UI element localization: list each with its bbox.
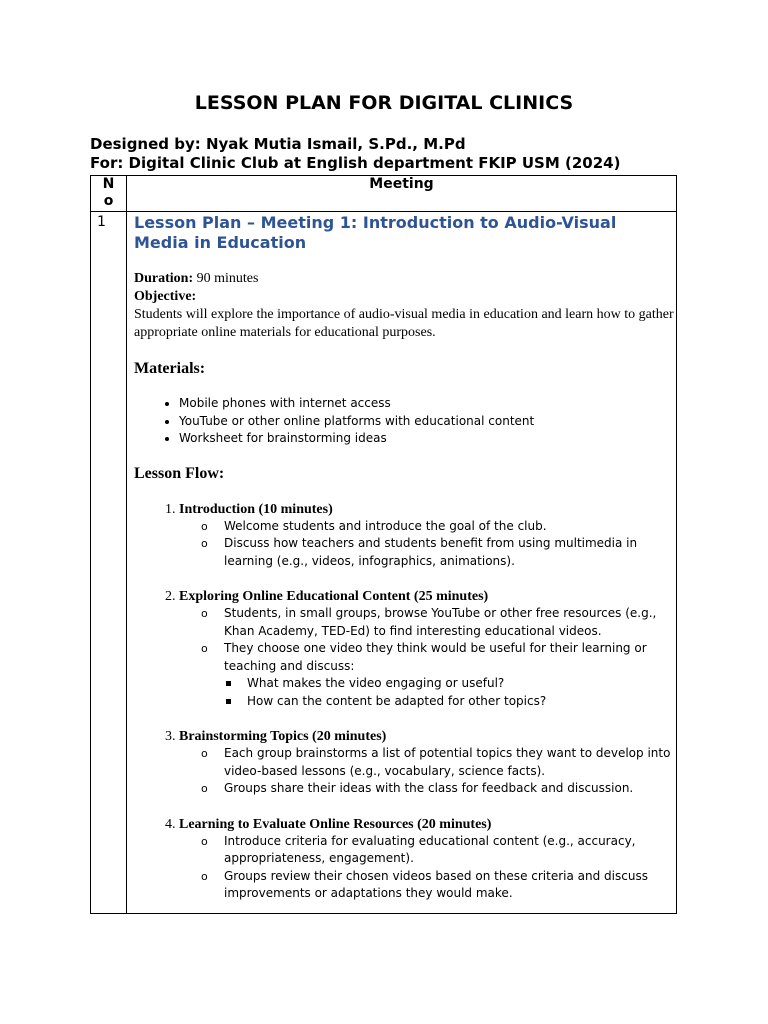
flow-step-item: o Each group brainstorms a list of potential topics they want to develop into video-based lessons (e.g., vocabulary, science facts).	[201, 745, 674, 780]
flow-step	[179, 501, 674, 571]
flow-step-items	[179, 745, 674, 798]
duration-line	[134, 270, 674, 288]
duration-value: 90 minutes	[193, 271, 259, 286]
flow-step-item: o Students, in small groups, browse YouTube or other free resources (e.g., Khan Academy, TED-Ed) to find interesting educational videos.	[201, 605, 674, 640]
lesson-flow-list	[134, 501, 674, 903]
materials-list	[134, 395, 674, 448]
flow-step-item: o Groups share their ideas with the class for feedback and discussion.	[201, 780, 674, 798]
duration-label: Duration:	[134, 271, 194, 286]
flow-step-title: Learning to Evaluate Online Resources (20 minutes)	[179, 816, 492, 832]
meeting-column-header: Meeting	[369, 176, 434, 192]
flow-step-item: o Introduce criteria for evaluating educational content (e.g., accuracy, appropriateness, engagement).	[201, 833, 674, 868]
flow-step-title: Brainstorming Topics (20 minutes)	[179, 729, 387, 744]
header-divider	[91, 211, 676, 212]
number-header-line-2: o	[103, 193, 114, 209]
flow-step-subitems	[224, 675, 674, 710]
flow-step-items	[179, 605, 674, 710]
lesson-table	[90, 175, 677, 914]
material-item: • Mobile phones with internet access	[179, 395, 674, 413]
flow-step	[179, 816, 674, 903]
flow-step	[179, 728, 674, 798]
flow-step-title: Exploring Online Educational Content (25 minutes)	[179, 589, 489, 604]
lesson-heading: Lesson Plan – Meeting 1: Introduction to Audio-Visual Media in Education	[134, 213, 617, 252]
flow-step-subitem: What makes the video engaging or useful?	[224, 675, 674, 693]
flow-step-subitem: How can the content be adapted for other topics?	[224, 693, 674, 711]
flow-step-item	[201, 640, 674, 710]
designed-by-line: Designed by: Nyak Mutia Ismail, S.Pd., M.Pd	[90, 135, 466, 153]
flow-step-item: o Discuss how teachers and students benefit from using multimedia in learning (e.g., videos, infographics, animations).	[201, 535, 674, 570]
number-column-header	[91, 176, 126, 210]
flow-step	[179, 588, 674, 710]
lesson-flow-heading: Lesson Flow:	[134, 464, 225, 482]
material-item: • YouTube or other online platforms with educational content	[179, 413, 674, 431]
objective-text: Students will explore the importance of audio-visual media in education and learn how to gather appropriate online materials for educational purposes.	[134, 307, 674, 340]
document-title: LESSON PLAN FOR DIGITAL CLINICS	[194, 92, 574, 114]
flow-step-item-text: They choose one video they think would be useful for their learning or teaching and discuss:	[224, 641, 647, 673]
meeting-cell	[134, 213, 674, 903]
flow-step-title: Introduction (10 minutes)	[179, 501, 333, 517]
material-item: • Worksheet for brainstorming ideas	[179, 430, 674, 448]
flow-step-item: o Groups review their chosen videos based on these criteria and discuss improvements or adaptations they would make.	[201, 868, 674, 903]
objective-label: Objective:	[134, 289, 197, 304]
flow-step-items	[179, 833, 674, 903]
materials-heading: Materials:	[134, 360, 206, 377]
flow-step-items	[179, 518, 674, 571]
number-column	[91, 176, 127, 913]
number-header-line-1: N	[102, 176, 115, 192]
for-line: For: Digital Clinic Club at English department FKIP USM (2024)	[90, 154, 621, 172]
flow-step-item: o Welcome students and introduce the goal of the club.	[201, 518, 674, 536]
row-number: 1	[97, 214, 106, 230]
